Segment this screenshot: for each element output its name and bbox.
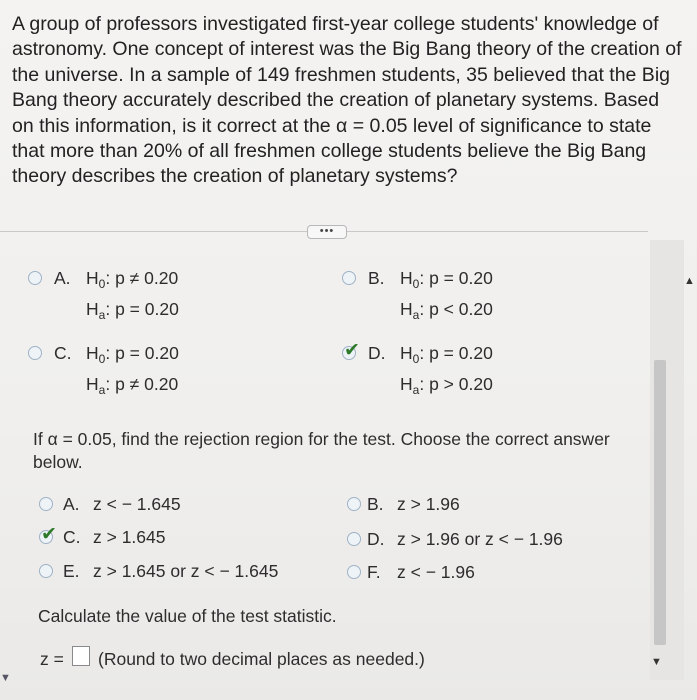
h0-line: $H_0$: p ≠ 0.20 (86, 268, 179, 291)
radio-icon[interactable] (39, 497, 53, 511)
radio-icon[interactable] (347, 532, 361, 546)
rejection-prompt: If α = 0.05, find the rejection region for the test. Choose the correct answer below. (33, 429, 610, 472)
scroll-down-arrow-icon[interactable]: ▼ (651, 656, 662, 668)
answer-input[interactable] (72, 646, 90, 666)
statistic-prompt: Calculate the value of the test statistic. (38, 606, 337, 626)
question-text: A group of professors investigated first-year college students' knowledge of astronomy. One concept of interest was the Big Bang theory of the creation of the universe. In a sample of 149 freshmen students, 35 believed that the Big Bang theory accurately described the creation of planetary systems. Based on this information, is it correct at the α = 0.05 level of significance to state that more than 20% of all freshmen college students believe the Big Bang theory describes the creation of planetary systems? (12, 13, 682, 188)
radio-icon[interactable] (342, 271, 356, 285)
radio-icon[interactable] (28, 346, 42, 360)
round-hint: (Round to two decimal places as needed.) (98, 649, 425, 669)
radio-icon[interactable] (347, 565, 361, 579)
radio-icon[interactable] (347, 497, 361, 511)
more-button[interactable]: ••• (307, 225, 347, 239)
h0-line: $H_0$: p = 0.20 (400, 268, 493, 291)
h0-line: $H_0$: p = 0.20 (86, 343, 179, 366)
ha-line: $H_a$: p = 0.20 (86, 299, 179, 322)
radio-icon[interactable] (39, 564, 53, 578)
radio-icon[interactable] (28, 271, 42, 285)
checkmark-icon: ✔ (344, 340, 360, 361)
ha-line: $H_a$: p > 0.20 (400, 374, 493, 397)
scrollbar-thumb[interactable] (654, 360, 666, 645)
checkmark-icon: ✔ (41, 524, 57, 545)
scroll-up-arrow-icon[interactable]: ▲ (684, 275, 695, 287)
h0-line: $H_0$: p = 0.20 (400, 343, 493, 366)
ha-line: $H_a$: p < 0.20 (400, 299, 493, 322)
ha-line: $H_a$: p ≠ 0.20 (86, 374, 179, 397)
z-label: z = (40, 649, 64, 669)
chevron-down-icon[interactable]: ▼ (0, 672, 11, 684)
